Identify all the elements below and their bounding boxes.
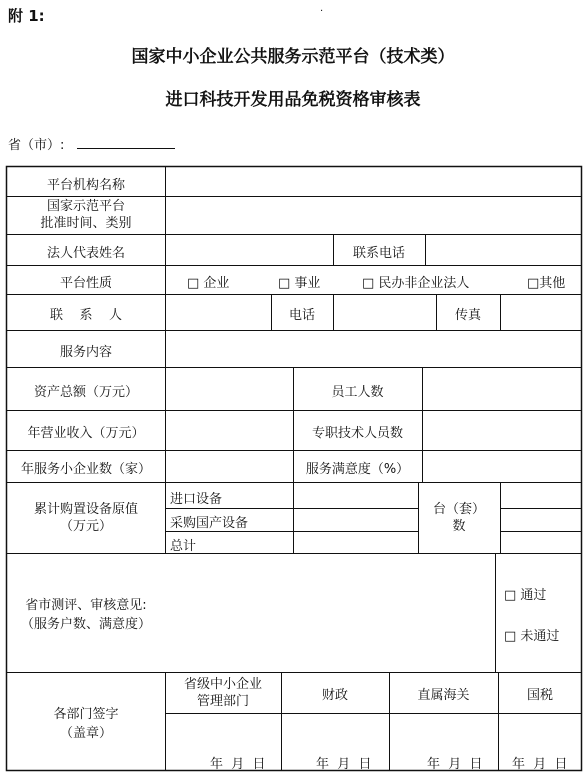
label-total: 总计 [170,539,197,554]
label-review-line1: 省市测评、审核意见: [25,598,147,613]
label-units [418,501,500,535]
checkbox-pass[interactable]: □ 通过 [504,588,547,603]
label-domestic-equipment: 采购国产设备 [170,516,249,531]
label-platform-nature: 平台性质 [59,276,112,291]
label-dept-sme-line2: 管理部门 [196,694,249,709]
label-approval-line2: 批准时间、类别 [40,216,132,231]
label-sign-line1: 各部门签字 [53,707,119,722]
label-satisfaction: 服务满意度（%） [305,462,410,477]
label-dept-tax: 国税 [526,688,553,703]
label-sme-served: 年服务小企业数（家） [20,462,151,477]
checkbox-other[interactable]: □其他 [527,276,566,291]
label-contact-person: 联 系 人 [49,308,123,323]
page-title: 国家中小企业公共服务示范平台（技术类） [131,47,455,67]
label-sign-line2: （盖章） [59,726,112,741]
label-equipment-line2: （万元） [59,519,112,534]
page-subtitle: 进口科技开发用品免税资格审核表 [165,90,421,110]
label-annual-revenue: 年营业收入（万元） [27,426,145,441]
label-review-line2: （服务户数、满意度） [20,617,151,632]
label-approval-line1: 国家示范平台 [46,199,125,214]
label-contact-phone: 联系电话 [352,246,405,261]
label-fax: 传真 [454,308,481,323]
label-total-assets: 资产总额（万元） [33,385,138,400]
label-review [6,596,166,634]
label-dept-finance: 财政 [321,688,348,703]
checkbox-nonprofit[interactable]: □ 民办非企业法人 [362,276,470,291]
checkbox-enterprise[interactable]: □ 企业 [187,276,230,291]
province-label: 省（市）: [8,138,65,153]
label-employees: 员工人数 [331,385,384,400]
label-approval [6,198,166,232]
label-phone: 电话 [288,308,315,323]
label-dept-customs: 直属海关 [417,688,470,703]
label-equipment-line1: 累计购置设备原值 [33,502,138,517]
label-imported-equipment: 进口设备 [170,492,223,507]
checkbox-institution[interactable]: □ 事业 [278,276,321,291]
label-tech-staff: 专职技术人员数 [311,426,403,441]
label-platform-name: 平台机构名称 [46,178,125,193]
date-dept-tax: 年 月 日 [512,757,568,772]
checkbox-fail[interactable]: □ 未通过 [504,629,560,644]
label-equipment-value [6,501,166,535]
label-units-line1: 台（套） [432,502,485,517]
label-dept-sme-line1: 省级中小企业 [183,677,262,692]
label-department-signature [6,705,166,743]
label-legal-rep: 法人代表姓名 [46,246,125,261]
attachment-label: 附 1: [8,7,45,25]
date-dept-finance: 年 月 日 [316,757,372,772]
label-units-line2: 数 [452,519,466,534]
label-service-content: 服务内容 [59,345,112,360]
date-dept-sme: 年 月 日 [210,757,266,772]
label-dept-sme [165,676,281,710]
stray-dot: · [320,6,324,17]
date-dept-customs: 年 月 日 [427,757,483,772]
